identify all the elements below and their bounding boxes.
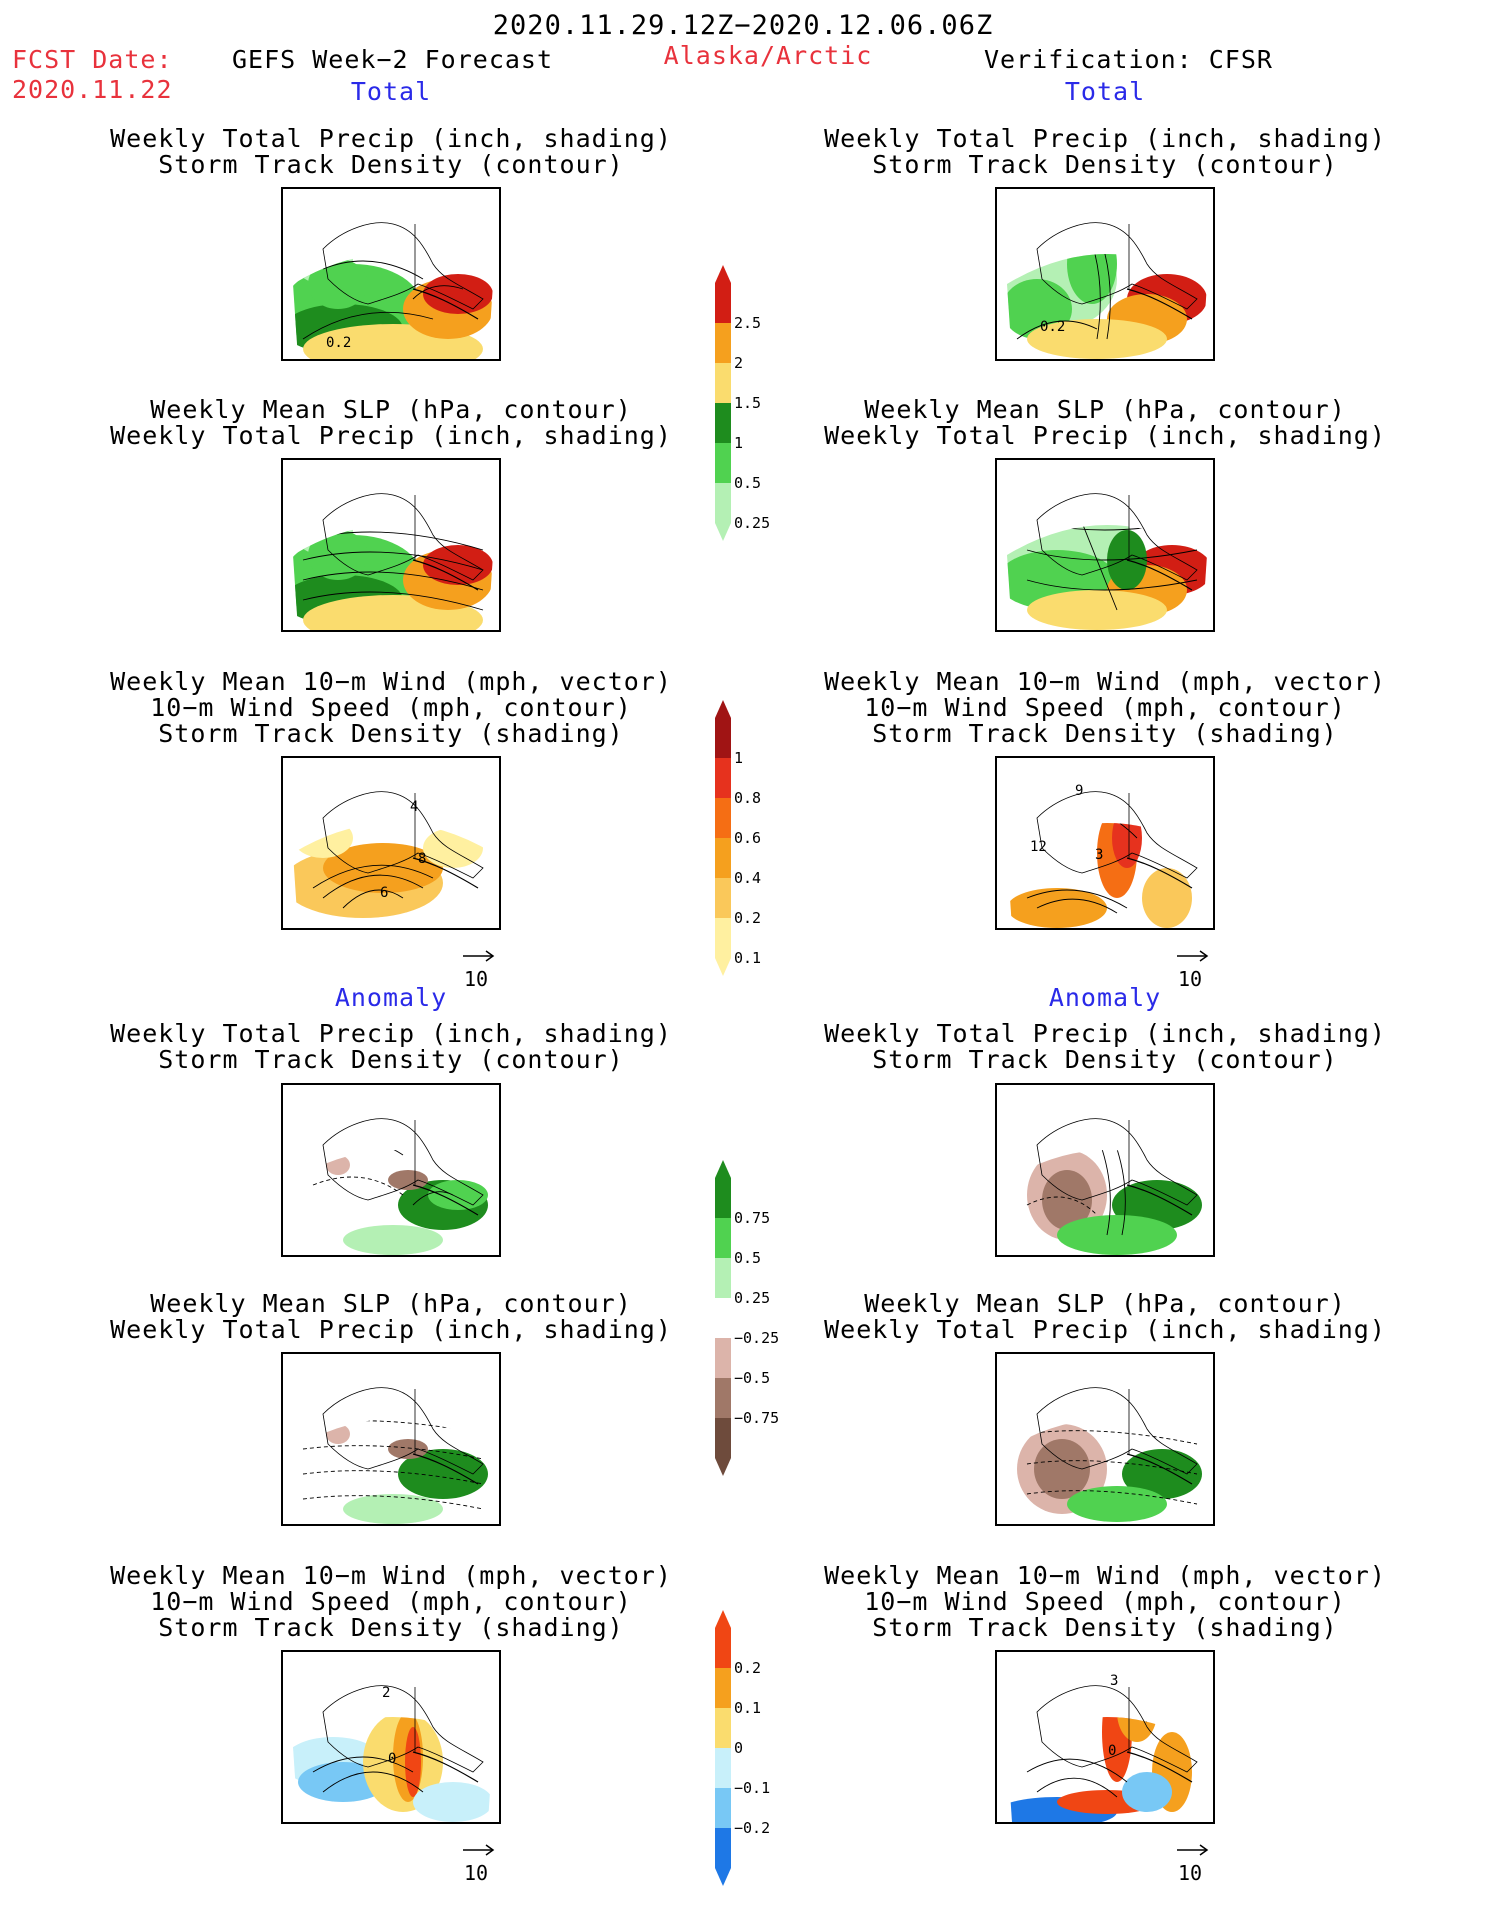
panel-title-anomaly-precip-track-left: [110, 1021, 672, 1073]
colorbar-swatch: [715, 758, 731, 798]
panel-title-line: 10−m Wind Speed (mph, contour): [150, 693, 632, 722]
panel-title-total-slp-precip-left: [110, 397, 672, 449]
colorbar-swatch: [715, 363, 731, 403]
colorbar-swatch: [715, 1298, 731, 1338]
colorbar-tick-label: −0.1: [734, 1779, 771, 1797]
colorbar-swatch: [715, 878, 731, 918]
section-total-right: Total: [1064, 77, 1146, 106]
colorbar-top-triangle: [715, 1160, 731, 1178]
colorbar-tick-label: 0.5: [734, 1249, 762, 1267]
colorbar-swatch: [715, 1628, 731, 1668]
colorbar-swatch: [715, 1668, 731, 1708]
panel-title-anomaly-precip-track-right: [824, 1021, 1386, 1073]
colorbar-tick-label: 1: [734, 749, 744, 767]
contour-label: 4: [410, 799, 419, 815]
map-anomaly-precip-track-forecast: [281, 1083, 501, 1257]
colorbar-tick-label: 0: [734, 1739, 744, 1757]
panel-title-line: Weekly Mean SLP (hPa, contour): [864, 1289, 1346, 1318]
colorbar-bottom-triangle: [715, 1458, 731, 1476]
panel-title-anomaly-wind-track-right: [824, 1563, 1386, 1641]
panel-title-line: Weekly Total Precip (inch, shading): [824, 124, 1386, 153]
panel-title-anomaly-slp-precip-right: [824, 1291, 1386, 1343]
colorbar-swatch: [715, 403, 731, 443]
region-title: Alaska/Arctic: [663, 41, 873, 70]
map-graphic: [997, 460, 1213, 630]
map-graphic: [283, 1652, 499, 1822]
reference-vector-label: 10: [464, 967, 489, 991]
colorbar-bottom-triangle: [715, 1868, 731, 1886]
map-graphic: [283, 460, 499, 630]
colorbar-tick-label: 0.75: [734, 1209, 771, 1227]
panel-title-line: Storm Track Density (shading): [872, 1613, 1338, 1642]
contour-label: 6: [380, 885, 389, 901]
colorbar-swatch: [715, 1378, 731, 1418]
colorbar-swatch: [715, 283, 731, 323]
map-total-slp-precip-forecast: [281, 458, 501, 632]
map-anomaly-wind-track-forecast: [281, 1650, 501, 1824]
map-total-precip-track-verification: [995, 187, 1215, 361]
arrow-right-icon: [462, 949, 496, 963]
reference-vector-anomaly-right: [1176, 1838, 1210, 1883]
colorbar-tick-label: 0.6: [734, 829, 762, 847]
map-anomaly-precip-track-verification: [995, 1083, 1215, 1257]
colorbar-top-triangle: [715, 1610, 731, 1628]
panel-title-line: Weekly Total Precip (inch, shading): [110, 421, 672, 450]
colorbar-graphic: [715, 1610, 775, 1886]
contour-label: 8: [418, 851, 427, 867]
contour-label: 3: [1110, 1673, 1119, 1689]
panel-title-line: 10−m Wind Speed (mph, contour): [864, 1587, 1346, 1616]
colorbar-bottom-triangle: [715, 958, 731, 976]
map-graphic: [997, 1354, 1213, 1524]
colorbar-tick-label: −0.2: [734, 1819, 771, 1837]
contour-label: 0: [1108, 1743, 1117, 1759]
colorbar-top-triangle: [715, 700, 731, 718]
map-graphic: [997, 1085, 1213, 1255]
map-graphic: [283, 758, 499, 928]
reference-vector-label: 10: [1178, 1861, 1203, 1885]
contour-label: 3: [1095, 847, 1104, 863]
colorbar-swatch: [715, 1418, 731, 1458]
panel-title-line: Weekly Mean 10−m Wind (mph, vector): [110, 667, 672, 696]
colorbar-tick-label: 1.5: [734, 394, 762, 412]
colorbar-tick-label: 2: [734, 354, 744, 372]
colorbar-swatch: [715, 718, 731, 758]
colorbar-tick-label: −0.5: [734, 1369, 771, 1387]
colorbar-swatch: [715, 918, 731, 958]
colorbar-tick-label: 0.4: [734, 869, 762, 887]
colorbar-tick-label: 0.25: [734, 514, 771, 532]
fcst-date-value: 2020.11.22: [12, 75, 173, 104]
period-title: 2020.11.29.12Z−2020.12.06.06Z: [492, 10, 994, 41]
map-graphic: [283, 189, 499, 359]
colorbar-swatch: [715, 483, 731, 523]
contour-label: 9: [1075, 783, 1084, 799]
colorbar-swatch: [715, 1258, 731, 1298]
colorbar-swatch: [715, 1748, 731, 1788]
panel-title-line: Weekly Total Precip (inch, shading): [824, 1315, 1386, 1344]
section-anomaly-right: Anomaly: [1048, 983, 1162, 1012]
colorbar-precip-anomaly: [715, 1160, 780, 1480]
panel-title-total-precip-track-right: [824, 126, 1386, 178]
map-graphic: [283, 1085, 499, 1255]
section-anomaly-left: Anomaly: [334, 983, 448, 1012]
colorbar-track-density-anomaly: [715, 1610, 775, 1890]
colorbar-swatch: [715, 1788, 731, 1828]
colorbar-tick-label: 0.1: [734, 949, 762, 967]
panel-title-line: Weekly Mean 10−m Wind (mph, vector): [824, 667, 1386, 696]
colorbar-tick-label: 0.25: [734, 1289, 771, 1307]
panel-title-line: Weekly Total Precip (inch, shading): [110, 124, 672, 153]
map-anomaly-slp-precip-forecast: [281, 1352, 501, 1526]
colorbar-tick-label: 2.5: [734, 314, 762, 332]
panel-title-line: Weekly Mean SLP (hPa, contour): [864, 395, 1346, 424]
panel-title-line: Weekly Mean 10−m Wind (mph, vector): [824, 1561, 1386, 1590]
forecast-title: GEFS Week−2 Forecast: [232, 45, 554, 74]
colorbar-swatch: [715, 443, 731, 483]
map-graphic: [997, 1652, 1213, 1822]
arrow-right-icon: [462, 1843, 496, 1857]
panel-title-line: Storm Track Density (contour): [158, 150, 624, 179]
reference-vector-total-right: [1176, 944, 1210, 989]
colorbar-swatch: [715, 838, 731, 878]
panel-title-anomaly-slp-precip-left: [110, 1291, 672, 1343]
panel-title-line: Weekly Mean SLP (hPa, contour): [150, 1289, 632, 1318]
panel-title-line: Weekly Total Precip (inch, shading): [824, 421, 1386, 450]
panel-title-line: Storm Track Density (contour): [872, 1045, 1338, 1074]
panel-title-line: Storm Track Density (contour): [158, 1045, 624, 1074]
panel-title-line: 10−m Wind Speed (mph, contour): [864, 693, 1346, 722]
colorbar-swatch: [715, 1708, 731, 1748]
reference-vector-total-left: [462, 944, 496, 989]
map-graphic: [283, 1354, 499, 1524]
verification-title: Verification: CFSR: [984, 45, 1273, 74]
fcst-date-label: FCST Date:: [12, 45, 173, 74]
section-total-left: Total: [350, 77, 432, 106]
colorbar-precip-total: [715, 265, 775, 545]
panel-title-line: Weekly Total Precip (inch, shading): [110, 1315, 672, 1344]
arrow-right-icon: [1176, 1843, 1210, 1857]
colorbar-tick-label: −0.25: [734, 1329, 780, 1347]
colorbar-top-triangle: [715, 265, 731, 283]
colorbar-swatch: [715, 798, 731, 838]
arrow-right-icon: [1176, 949, 1210, 963]
map-graphic: [997, 189, 1213, 359]
colorbar-graphic: [715, 1160, 775, 1476]
colorbar-tick-label: 1: [734, 434, 744, 452]
panel-title-line: Storm Track Density (shading): [872, 719, 1338, 748]
reference-vector-label: 10: [464, 1861, 489, 1885]
contour-label: 0: [388, 1751, 397, 1767]
colorbar-tick-label: 0.2: [734, 909, 762, 927]
panel-title-line: Weekly Total Precip (inch, shading): [824, 1019, 1386, 1048]
panel-title-total-slp-precip-right: [824, 397, 1386, 449]
colorbar-tick-label: 0.5: [734, 474, 762, 492]
colorbar-swatch: [715, 1218, 731, 1258]
panel-title-line: Storm Track Density (shading): [158, 1613, 624, 1642]
panel-title-total-wind-track-right: [824, 669, 1386, 747]
panel-title-line: Weekly Mean 10−m Wind (mph, vector): [110, 1561, 672, 1590]
colorbar-tick-label: 0.1: [734, 1699, 762, 1717]
map-anomaly-slp-precip-verification: [995, 1352, 1215, 1526]
colorbar-swatch: [715, 1828, 731, 1868]
contour-label: 0.2: [1040, 319, 1066, 335]
map-total-wind-track-forecast: [281, 756, 501, 930]
contour-label: 2: [382, 1685, 391, 1701]
panel-title-line: Storm Track Density (shading): [158, 719, 624, 748]
panel-title-line: Storm Track Density (contour): [872, 150, 1338, 179]
contour-label: 12: [1030, 839, 1047, 855]
colorbar-tick-label: 0.8: [734, 789, 762, 807]
map-total-slp-precip-verification: [995, 458, 1215, 632]
colorbar-tick-label: −0.75: [734, 1409, 780, 1427]
colorbar-swatch: [715, 323, 731, 363]
panel-title-total-precip-track-left: [110, 126, 672, 178]
map-total-wind-track-verification: [995, 756, 1215, 930]
panel-title-total-wind-track-left: [110, 669, 672, 747]
reference-vector-label: 10: [1178, 967, 1203, 991]
contour-label: 0.2: [326, 335, 352, 351]
panel-title-line: Weekly Mean SLP (hPa, contour): [150, 395, 632, 424]
colorbar-bottom-triangle: [715, 523, 731, 541]
colorbar-swatch: [715, 1338, 731, 1378]
map-total-precip-track-forecast: [281, 187, 501, 361]
colorbar-track-density-total: [715, 700, 775, 980]
panel-title-line: Weekly Total Precip (inch, shading): [110, 1019, 672, 1048]
panel-title-line: 10−m Wind Speed (mph, contour): [150, 1587, 632, 1616]
panel-title-anomaly-wind-track-left: [110, 1563, 672, 1641]
colorbar-tick-label: 0.2: [734, 1659, 762, 1677]
reference-vector-anomaly-left: [462, 1838, 496, 1883]
map-anomaly-wind-track-verification: [995, 1650, 1215, 1824]
colorbar-swatch: [715, 1178, 731, 1218]
